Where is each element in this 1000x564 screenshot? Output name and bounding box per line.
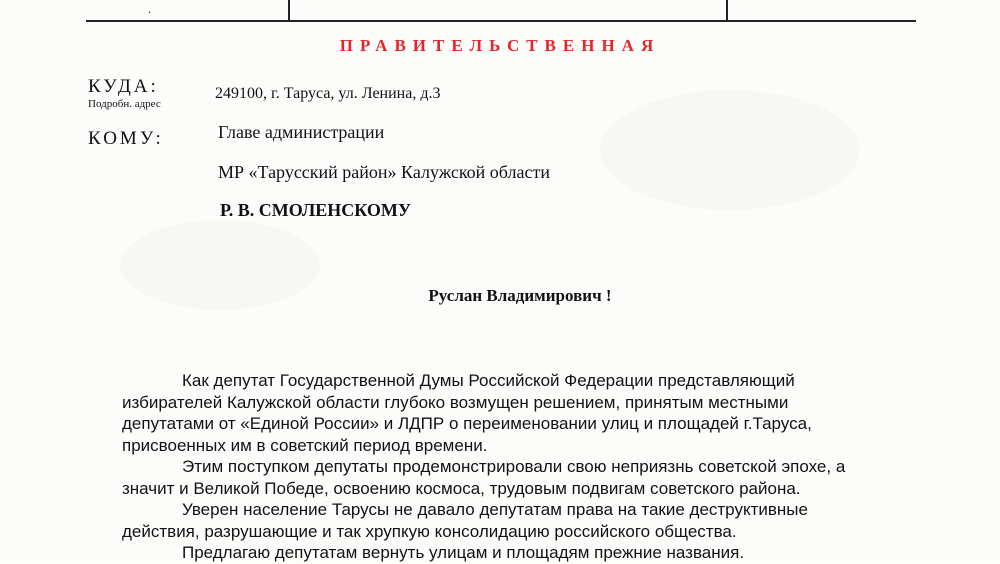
government-mark: ПРАВИТЕЛЬСТВЕННАЯ xyxy=(339,36,661,55)
paragraph: Уверен население Тарусы не давало депутатам права на такие деструктивные действия, разрушающие и так хрупкую консолидацию российского общества. xyxy=(122,500,808,541)
form-dot: . xyxy=(148,2,151,16)
recipient-title: Главе администрации xyxy=(218,122,385,142)
paper-smudge xyxy=(600,90,860,210)
form-divider xyxy=(288,0,290,20)
paragraph: Этим поступком депутаты продемонстрировали свою неприязнь советской эпохе, а значит и Великой Победе, освоению космоса, трудовым подвигам советского района. xyxy=(122,457,846,498)
salutation: Руслан Владимирович ! xyxy=(428,286,612,305)
to-label: КУДА: xyxy=(88,76,159,97)
paragraph: Как депутат Государственной Думы Российской Федерации представляющий избирателей Калужской области глубоко возмущен решением, принятым местными депутатами от «Единой России» и ЛДПР о переименовании улиц и площадей г.Таруса, присвоенных им в советский период времени. xyxy=(122,371,812,455)
recipient-organization: МР «Тарусский район» Калужской области xyxy=(218,162,550,182)
paragraph: Предлагаю депутатам вернуть улицам и площадям прежние названия. xyxy=(182,543,745,562)
to-address: 249100, г. Таруса, ул. Ленина, д.3 xyxy=(215,85,441,102)
recipient-name: Р. В. СМОЛЕНСКОМУ xyxy=(220,200,412,220)
whom-label: КОМУ: xyxy=(88,128,164,149)
form-divider xyxy=(726,0,728,20)
letter-body xyxy=(122,370,882,564)
to-sublabel: Подробн. адрес xyxy=(88,98,161,110)
form-header-frame xyxy=(86,0,916,22)
